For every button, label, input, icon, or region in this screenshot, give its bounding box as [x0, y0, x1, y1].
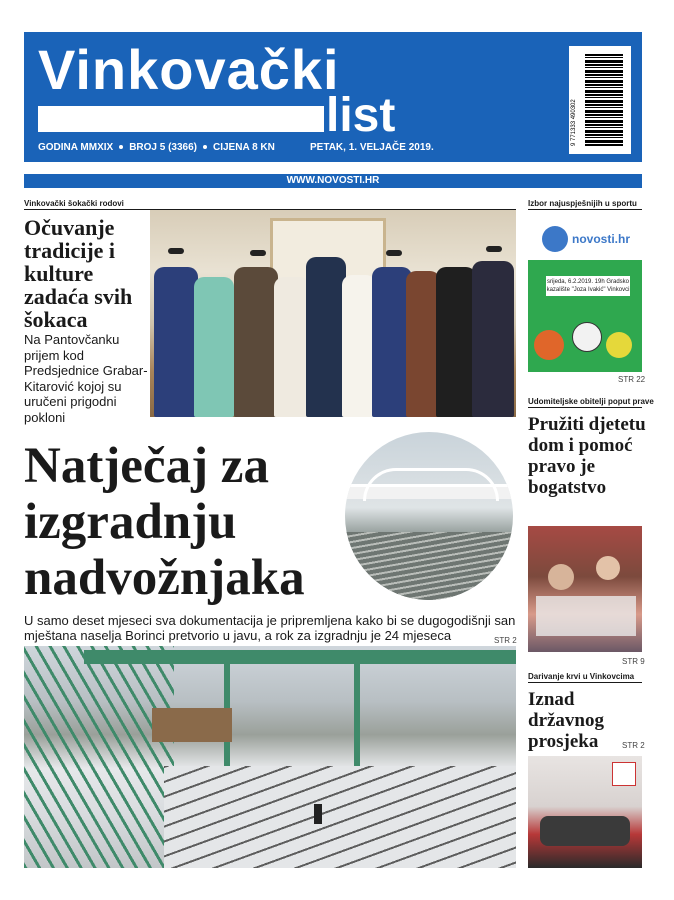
ad-header [528, 220, 642, 260]
blood-donation-photo [528, 756, 642, 868]
rail-tracks [345, 532, 513, 600]
foster-headline[interactable]: Pružiti djetetu dom i pomoć pravo je bogatstvo [528, 414, 646, 498]
divider [528, 407, 642, 408]
issue-number: BROJ 5 (3366) [129, 142, 197, 153]
footbridge-photo [24, 646, 516, 868]
newspaper-title-line2: list [326, 89, 396, 142]
red-cross-icon [612, 762, 636, 786]
sport-section-label: Izbor najuspješnijih u sportu [528, 199, 637, 208]
price-label: CIJENA 8 KN [213, 142, 275, 153]
ad-event-text: srijeda, 6.2.2019. 19h Gradsko kazalište "Joza Ivakić" Vinkovci [546, 276, 630, 296]
sport-ad[interactable] [528, 220, 642, 372]
pedestrian [314, 804, 322, 824]
main-headline[interactable]: Natječaj za izgradnju nadvožnjaka [24, 438, 305, 606]
top-story-headline[interactable]: Očuvanje tradicije i kulture zadaća svih šokaca [24, 215, 133, 332]
group-photo [150, 210, 516, 417]
footbridge-stairs [24, 646, 174, 868]
barcode [569, 46, 631, 154]
tennis-ball-icon [606, 332, 632, 358]
year-label: GODINA MMXIX [38, 142, 114, 153]
top-story-deck: Na Pantovčanku prijem kod Predsjednice Grabar-Kitarović kojoj su uručeni prigodni pokloni [24, 332, 148, 425]
blood-headline[interactable]: Iznad državnog prosjeka [528, 689, 604, 752]
station-building [152, 708, 232, 742]
foster-section-label: Udomiteljske obitelji poput prave [528, 397, 654, 406]
overpass-render-photo [345, 432, 513, 600]
barcode-digits: 9 771333 490302 [571, 99, 577, 146]
divider [528, 682, 642, 683]
railway-tracks [164, 766, 516, 868]
award-logo-icon [542, 226, 568, 252]
divider [528, 209, 642, 210]
main-story-deck: U samo deset mjeseci sva dokumentacija je pripremljena kako bi se dugogodišnji san mještana naselja Borinci pretvorio u javu, a rok za izgradnju je 24 mjeseca [24, 613, 516, 643]
main-page-ref: STR 2 [494, 636, 517, 645]
issue-meta [38, 142, 275, 153]
football-icon [572, 322, 602, 352]
top-story-section-label: Vinkovački šokački rodovi [24, 199, 124, 208]
blood-section-label: Darivanje krvi u Vinkovcima [528, 672, 635, 681]
url-bar [24, 174, 642, 188]
blood-page-ref: STR 2 [622, 741, 645, 750]
issue-date: PETAK, 1. VELJAČE 2019. [310, 142, 434, 153]
sport-page-ref: STR 22 [618, 375, 646, 384]
bridge-arch [363, 468, 499, 501]
title-bar-decoration [38, 106, 324, 132]
foster-page-ref: STR 9 [622, 657, 645, 666]
barcode-bars [585, 54, 623, 146]
masthead [24, 32, 642, 162]
ad-site-name: novosti.hr [572, 232, 631, 246]
newspaper-title: Vinkovački [38, 38, 340, 101]
foster-family-photo [528, 526, 642, 652]
website-link[interactable]: WWW.NOVOSTI.HR [286, 175, 380, 186]
basketball-icon [534, 330, 564, 360]
